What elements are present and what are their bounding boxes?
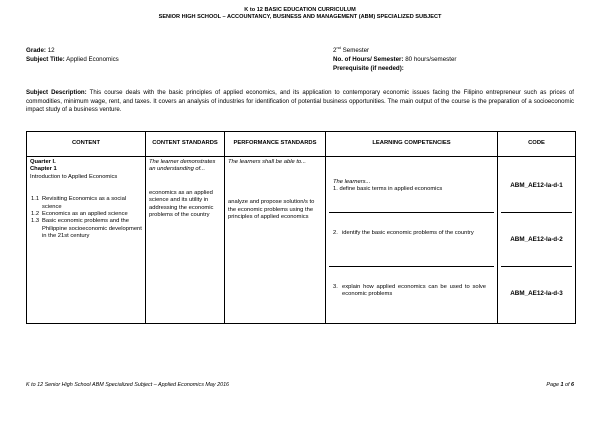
topic-number: 1.2 xyxy=(31,211,40,218)
topic-list xyxy=(30,196,142,240)
header-learning-competencies: LEARNING COMPETENCIES xyxy=(326,132,498,157)
header-code: CODE xyxy=(498,132,576,157)
footer-document-title: K to 12 Senior High School ABM Specialized Subject – Applied Economics May 2016 xyxy=(26,382,230,388)
topic-text: Economics as an applied science xyxy=(42,211,128,218)
code-row xyxy=(501,213,572,267)
hours-label: No. of Hours/ Semester: xyxy=(333,56,404,63)
current-page: 1 xyxy=(560,382,564,388)
grade-value: 12 xyxy=(47,47,55,54)
competencies-cell xyxy=(326,157,498,324)
list-item xyxy=(30,218,142,240)
header-content-standards: CONTENT STANDARDS xyxy=(146,132,225,157)
header-performance-standards: PERFORMANCE STANDARDS xyxy=(225,132,326,157)
competency-number: 2. xyxy=(333,230,338,236)
topic-number: 1.1 xyxy=(31,196,40,203)
chapter-title: Introduction to Applied Economics xyxy=(30,173,118,180)
competency-item xyxy=(333,186,490,193)
prerequisite-label: Prerequisite (if needed): xyxy=(333,65,404,72)
list-item xyxy=(30,196,142,211)
competencies-intro: The learners... xyxy=(333,179,371,185)
competency-text: define basic terms in applied economics xyxy=(339,186,443,193)
curriculum-subtitle: SENIOR HIGH SCHOOL – ACCOUNTANCY, BUSINESS AND MANAGEMENT (ABM) SPECIALIZED SUBJECT xyxy=(158,14,442,20)
subject-value: Applied Economics xyxy=(66,56,119,63)
description-text: This course deals with the basic principles of applied economics, and its application to contemporary economic issues facing the Filipino entrepreneur such as prices of commodities, minimum wage, rent, and taxes. It covers an analysis of industries for identification of potential business opportunities. The main output of the course is the preparation of a socioeconomic impact study of a business venture. xyxy=(26,89,574,113)
subject-label: Subject Title: xyxy=(26,56,65,63)
semester-line xyxy=(333,44,370,55)
description-label: Subject Description: xyxy=(26,89,87,96)
competency-code: ABM_AE12-Ia-d-1 xyxy=(510,181,563,189)
competency-row xyxy=(329,213,494,267)
code-cell xyxy=(498,157,576,324)
competency-text: explain how applied economics can be used to solve economic problems xyxy=(342,284,486,298)
performance-standards-intro: The learners shall be able to... xyxy=(228,159,306,165)
list-item xyxy=(30,211,142,218)
hours-value: 80 hours/semester xyxy=(405,56,457,63)
semester-word: Semester xyxy=(342,47,370,54)
competency-row xyxy=(329,267,494,321)
content-standards-body: economics as an applied science and its utility in addressing the economic problems of the country xyxy=(149,189,214,219)
grade-label: Grade: xyxy=(26,47,46,54)
performance-standards-cell xyxy=(225,157,326,324)
content-standards-intro: The learner demonstrates an understanding of... xyxy=(149,159,216,173)
quarter-label: Quarter I. xyxy=(30,159,56,165)
content-cell xyxy=(27,157,146,324)
chapter-label: Chapter 1 xyxy=(30,166,57,173)
competency-code: ABM_AE12-Ia-d-2 xyxy=(510,235,563,243)
total-pages: 6 xyxy=(571,382,574,388)
competency-row xyxy=(329,159,494,213)
semester-suffix: nd xyxy=(336,44,341,50)
competency-code: ABM_AE12-Ia-d-3 xyxy=(510,290,563,298)
grade-line xyxy=(26,47,55,55)
curriculum-table xyxy=(26,131,576,324)
table-row xyxy=(27,157,576,324)
competency-number: 3. xyxy=(333,284,338,290)
subject-description xyxy=(26,89,574,115)
code-row xyxy=(501,159,572,213)
curriculum-title: K to 12 BASIC EDUCATION CURRICULUM xyxy=(244,7,356,13)
content-standards-cell xyxy=(146,157,225,324)
table-header-row xyxy=(27,132,576,157)
header-content: CONTENT xyxy=(27,132,146,157)
semester-number: 2 xyxy=(333,47,337,54)
topic-text: Basic economic problems and the Philippine socioeconomic development in the 21st century xyxy=(42,218,142,240)
competency-number: 1. xyxy=(333,186,338,193)
page-word: Page xyxy=(546,382,559,388)
of-word: of xyxy=(565,382,570,388)
topic-text: Revisiting Economics as a social science xyxy=(42,196,127,210)
performance-standards-body: analyze and propose solution/s to the economic problems using the principles of applied economics xyxy=(228,199,315,221)
subject-line xyxy=(26,56,119,64)
footer-page-number xyxy=(546,382,574,388)
code-row xyxy=(501,267,572,321)
competency-text: identify the basic economic problems of the country xyxy=(342,230,474,236)
hours-line xyxy=(333,56,456,64)
topic-number: 1.3 xyxy=(31,218,40,225)
